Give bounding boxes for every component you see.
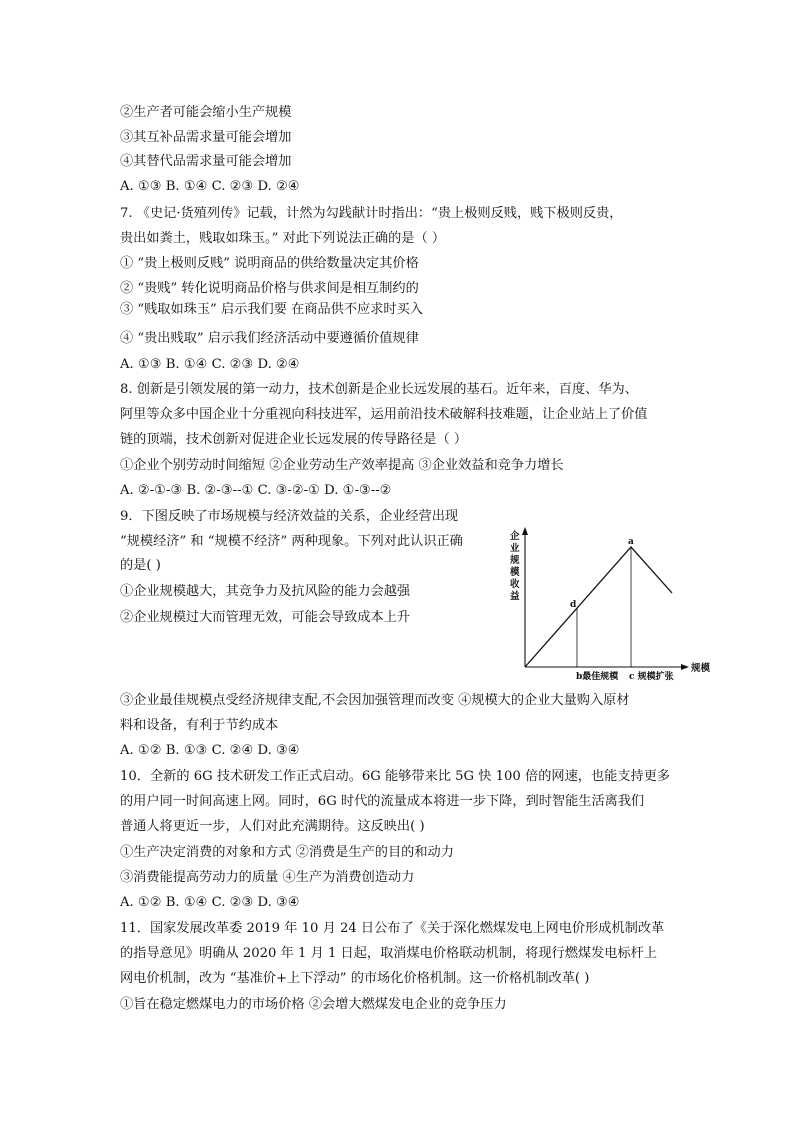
- text-line: ①企业规模越大，其竞争力及抗风险的能力会越强: [120, 584, 411, 599]
- text-line: A. ①③ B. ①④ C. ②③ D. ②④: [120, 357, 300, 372]
- x-axis-label: 规模: [691, 663, 711, 674]
- text-line: ②生产者可能会缩小生产规模: [120, 105, 292, 120]
- y-label-char: 业: [510, 543, 520, 554]
- text-line: A. ①② B. ①③ C. ②④ D. ③④: [120, 743, 300, 758]
- text-line: A. ①③ B. ①④ C. ②③ D. ②④: [120, 179, 300, 194]
- text-line: 普通人将更近一步，人们对此充满期待。这反映出( ): [120, 819, 425, 834]
- text-line: A. ②-①-③ B. ②-③--① C. ③-②-① D. ①-③--②: [120, 483, 392, 498]
- y-axis-label: [509, 530, 520, 602]
- text-line: 链的顶端，技术创新对促进企业长远发展的传导路径是（ ）: [120, 432, 468, 447]
- text-line: ①企业个别劳动时间缩短 ②企业劳动生产效率提高 ③企业效益和竞争力增长: [120, 458, 564, 473]
- text-line: 11．国家发展改革委 2019 年 10 月 24 日公布了《关于深化燃煤发电上网电价形成机制改革: [120, 921, 665, 936]
- tick-c-label: c 规模扩张: [629, 672, 674, 682]
- text-line: ③企业最佳规模点受经济规律支配,不会因加强管理而改变 ④规模大的企业大量购入原材: [120, 693, 630, 708]
- text-line: ③其互补品需求量可能会增加: [120, 130, 292, 145]
- text-line: ④其替代品需求量可能会增加: [120, 154, 292, 169]
- scale-economy-figure: [505, 525, 715, 685]
- x-axis-arrow: [681, 664, 689, 670]
- text-line: ③ “贱取如珠玉” 启示我们要 在商品供不应求时买入: [120, 302, 423, 317]
- text-line: ①旨在稳定燃煤电力的市场价格 ②会增大燃煤发电企业的竞争压力: [120, 997, 507, 1012]
- text-line: ① “贵上极则反贱” 说明商品的供给数量决定其价格: [120, 256, 419, 271]
- y-label-char: 益: [510, 591, 520, 602]
- text-line: 阿里等众多中国企业十分重视向科技进军，运用前沿技术破解科技难题，让企业站上了价值: [120, 407, 648, 422]
- y-label-char: 模: [510, 567, 520, 578]
- text-line: A. ①② B. ①④ C. ②③ D. ③④: [120, 895, 300, 910]
- y-label-char: 收: [510, 579, 520, 590]
- y-label-char: 规: [510, 555, 520, 566]
- text-line: ②企业规模过大而管理无效，可能会导致成本上升: [120, 610, 411, 625]
- text-line: 9．下图反映了市场规模与经济效益的关系，企业经营出现: [120, 509, 459, 524]
- text-line: 的是( ): [120, 558, 161, 573]
- text-line: 的用户同一时间高速上网。同时，6G 时代的流量成本将进一步下降，到时智能生活离我们: [120, 794, 645, 809]
- text-line: 料和设备，有利于节约成本: [120, 718, 279, 733]
- y-axis-arrow: [522, 527, 528, 535]
- point-d-label: d: [570, 600, 577, 610]
- y-label-char: 企: [510, 531, 520, 542]
- text-line: ④ “贵出贱取” 启示我们经济活动中要遵循价值规律: [120, 331, 419, 346]
- text-line: 的指导意见》明确从 2020 年 1 月 1 日起，取消煤电价格联动机制，将现行燃煤发电标杆上: [120, 946, 658, 961]
- text-line: 贵出如粪土，贱取如珠玉。” 对此下列说法正确的是（ ）: [120, 231, 446, 246]
- text-line: ② “贵贱” 转化说明商品价格与供求间是相互制约的: [120, 281, 419, 296]
- point-a-label: a: [628, 537, 634, 547]
- text-line: 网电价机制，改为 “基准价+上下浮动” 的市场化价格机制。这一价格机制改革( ): [120, 971, 590, 986]
- text-line: 7. 《史记·货殖列传》记载，计然为勾践献计时指出：“贵上极则反贱，贱下极则反贵，: [120, 206, 623, 221]
- text-line: 10．全新的 6G 技术研发工作正式启动。6G 能够带来比 5G 快 100 倍的网速，也能支持更多: [120, 769, 671, 784]
- text-line: ①生产决定消费的对象和方式 ②消费是生产的目的和动力: [120, 845, 454, 860]
- text-line: “规模经济” 和 “规模不经济” 两种现象。下列对此认识正确: [120, 534, 463, 549]
- text-line: 8. 创新是引领发展的第一动力，技术创新是企业长远发展的基石。近年来，百度、华为、: [120, 382, 638, 397]
- text-line: ③消费能提高劳动力的质量 ④生产为消费创造动力: [120, 870, 415, 885]
- return-curve: [525, 547, 672, 667]
- tick-b-label: b最佳规模: [576, 672, 619, 682]
